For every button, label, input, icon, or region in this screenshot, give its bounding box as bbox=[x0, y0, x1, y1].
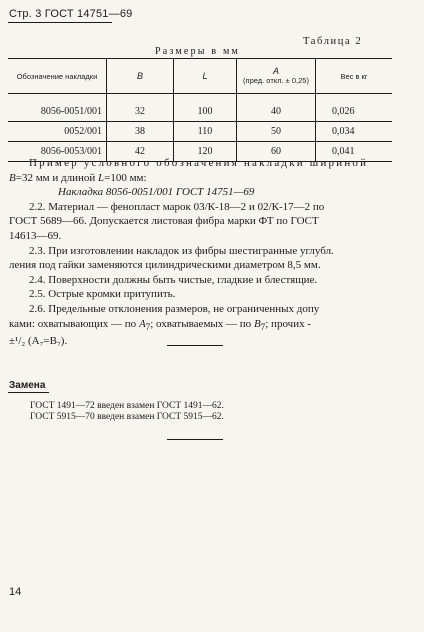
clause-2-6-part-1: ками: охватывающих — по bbox=[9, 317, 137, 330]
symbol-a7: A bbox=[138, 317, 146, 330]
column-header-designation: Обозначение накладки bbox=[8, 59, 107, 94]
cell-l: 110 bbox=[174, 122, 237, 142]
page-header: Стр. 3 ГОСТ 14751—69 bbox=[9, 8, 133, 20]
example-line-2-end: =100 мм: bbox=[104, 171, 147, 184]
cell-weight: 0,034 bbox=[316, 122, 393, 142]
example-line-2 bbox=[9, 171, 419, 186]
column-header-a-symbol: A bbox=[272, 66, 279, 76]
table-caption: Таблица 2 bbox=[303, 36, 363, 47]
amendments-rule bbox=[8, 392, 49, 393]
example-designation: Накладка 8056-0051/001 ГОСТ 14751—69 bbox=[58, 186, 255, 199]
cell-a: 50 bbox=[237, 122, 316, 142]
amendment-item: ГОСТ 5915—70 введен взамен ГОСТ 5915—62. bbox=[30, 411, 224, 422]
example-line-2-mid: =32 мм и длиной bbox=[15, 171, 96, 184]
example-line-1: Пример условного обозначения накладки шириной bbox=[29, 157, 369, 169]
symbol-l: L bbox=[98, 171, 105, 184]
clause-2-2-line-2: ГОСТ 5689—66. Допускается листовая фибра марки ФТ по ГОСТ bbox=[9, 215, 319, 228]
symbol-b7: B bbox=[253, 317, 261, 330]
clause-2-6-line-1: 2.6. Предельные отклонения размеров, не ограниченных допу bbox=[29, 302, 320, 315]
clause-2-6-part-3: ; прочих - bbox=[265, 317, 311, 330]
requirements-text bbox=[9, 156, 419, 349]
page-number: 14 bbox=[9, 586, 22, 598]
cell-l: 120 bbox=[174, 142, 237, 162]
cell-a: 60 bbox=[237, 142, 316, 162]
cell-weight: 0,026 bbox=[316, 94, 393, 122]
table-row bbox=[8, 122, 392, 142]
amendments-list bbox=[30, 401, 224, 422]
cell-designation: 8056-0051/001 bbox=[8, 94, 107, 122]
specification-table bbox=[8, 58, 392, 162]
cell-weight: 0,041 bbox=[316, 142, 393, 162]
clause-2-2-line-3: 14613—69. bbox=[9, 229, 62, 242]
table-row bbox=[8, 94, 392, 122]
cell-l: 100 bbox=[174, 94, 237, 122]
header-rule bbox=[8, 22, 112, 23]
clause-2-4: 2.4. Поверхности должны быть чистые, гладкие и блестящие. bbox=[29, 273, 318, 286]
end-rule bbox=[167, 439, 223, 440]
table-header-row bbox=[8, 59, 392, 94]
column-header-l: L bbox=[174, 59, 237, 94]
clause-2-5: 2.5. Острые кромки притупить. bbox=[29, 288, 176, 301]
cell-b: 32 bbox=[107, 94, 174, 122]
amendments-title: Замена bbox=[9, 380, 46, 391]
column-header-a bbox=[237, 59, 316, 94]
column-header-b: B bbox=[107, 59, 174, 94]
cell-b: 42 bbox=[107, 142, 174, 162]
clause-2-6-part-2: ; охватываемых — по bbox=[150, 317, 252, 330]
clause-2-6-line-2: ками: охватывающих — по $A_7$; охватываемых — по $B_7$; прочих - bbox=[9, 317, 311, 332]
clause-2-6-line-3: ±¹/₂ (A₇=B₇). bbox=[9, 335, 68, 348]
column-header-weight: Вес в кг bbox=[316, 59, 393, 94]
section-rule bbox=[167, 345, 223, 346]
cell-b: 38 bbox=[107, 122, 174, 142]
clause-2-3-line-1: 2.3. При изготовлении накладок из фибры шестигранные углубл. bbox=[29, 244, 334, 257]
column-header-a-tolerance: (пред. откл. ± 0,25) bbox=[243, 76, 309, 85]
amendment-item: ГОСТ 1491—72 введен взамен ГОСТ 1491—62. bbox=[30, 401, 224, 411]
symbol-b: B bbox=[9, 171, 16, 184]
table-units: Размеры в мм bbox=[155, 46, 241, 57]
clause-2-3-line-2: ления под гайки заменяются цилиндрическими диаметром 8,5 мм. bbox=[9, 259, 321, 272]
clause-2-2-line-1: 2.2. Материал — фенопласт марок 03/К-18—2 и 02/К-17—2 по bbox=[29, 200, 325, 213]
cell-a: 40 bbox=[237, 94, 316, 122]
cell-designation: 8056-0053/001 bbox=[8, 142, 107, 162]
cell-designation: 0052/001 bbox=[8, 122, 107, 142]
